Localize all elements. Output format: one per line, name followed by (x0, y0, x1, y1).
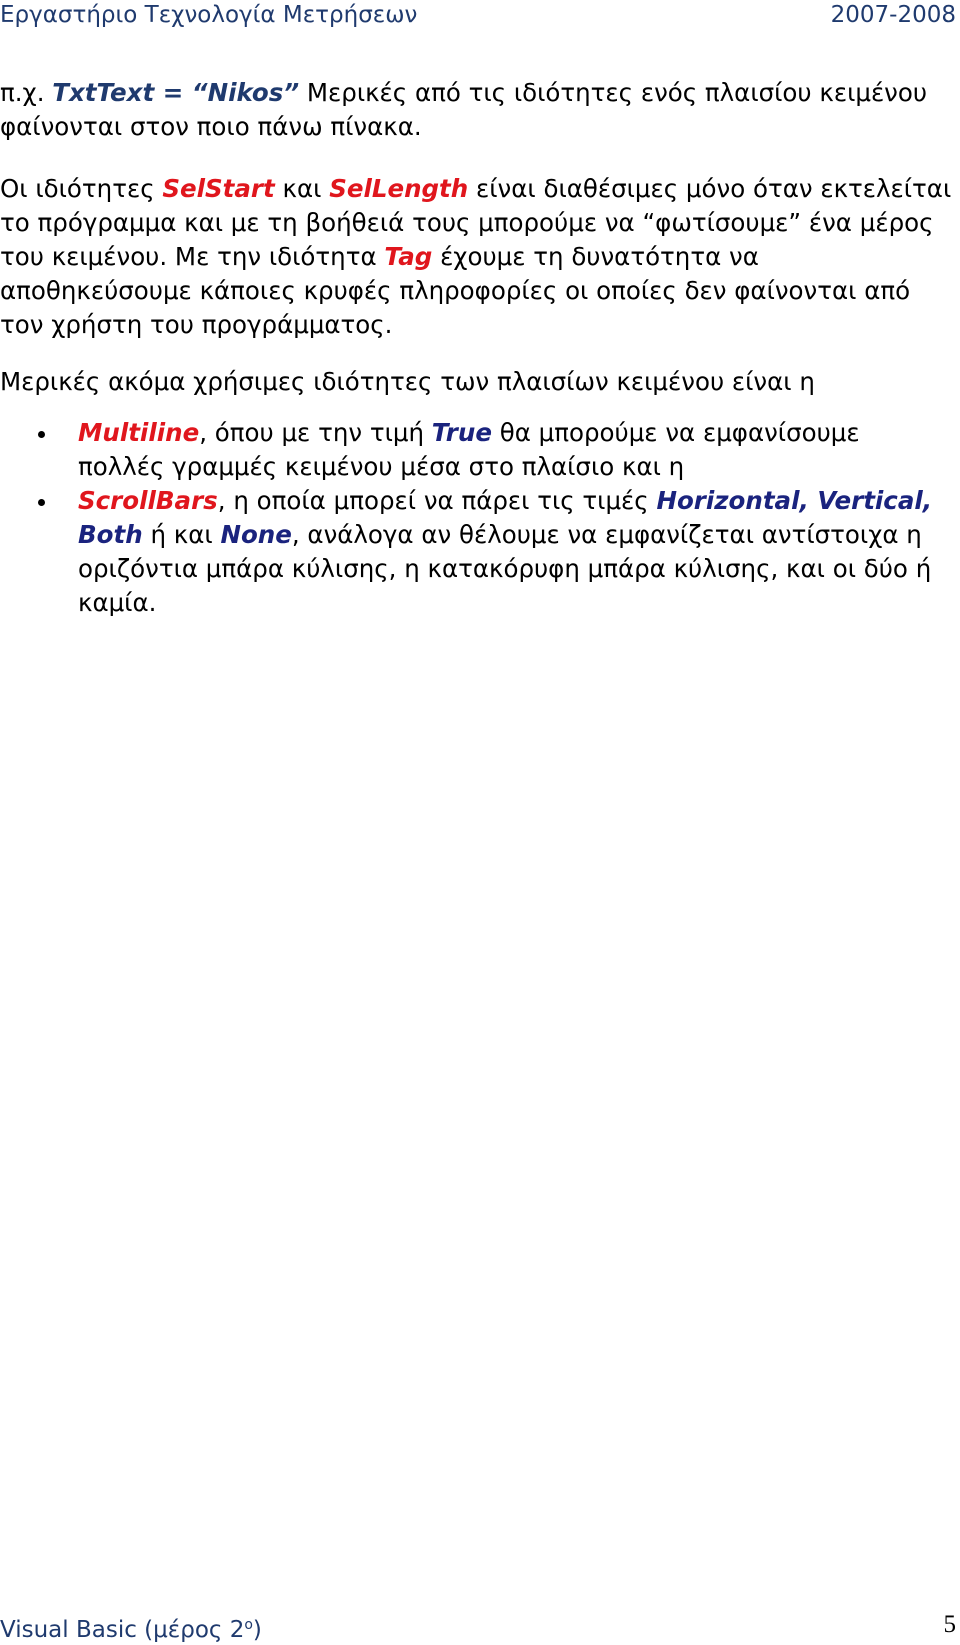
page-header (0, 0, 956, 34)
keyword-scrollbars: ScrollBars (78, 486, 218, 515)
footer-title (0, 1610, 262, 1645)
page-number: 5 (943, 1611, 956, 1638)
code-property-name: TxtText (52, 78, 155, 107)
value-vertical: Vertical (817, 486, 923, 515)
text-run: , η οποία μπορεί να πάρει τις τιμές (217, 486, 657, 515)
example-lead: π.χ. (0, 78, 53, 107)
paragraph-selection-properties (0, 172, 956, 342)
bullet-icon (38, 499, 45, 506)
paragraph-example (0, 76, 956, 144)
text-run: Οι ιδιότητες (0, 174, 163, 203)
list-item-scrollbars (0, 484, 956, 620)
footer-ordinal: ο (244, 1617, 253, 1633)
value-none: None (220, 520, 292, 549)
keyword-multiline: Multiline (78, 418, 200, 447)
header-title: Εργαστήριο Τεχνολογία Μετρήσεων (0, 2, 418, 28)
footer-title-text: Visual Basic (μέρος 2 (0, 1617, 245, 1643)
code-value: “Nikos” (191, 78, 300, 107)
text-run: και (274, 174, 330, 203)
properties-list (0, 416, 956, 620)
text-run: έχουμε τη δυνατότητα να αποθηκεύσουμε κάποιες κρυφές πληροφορίες οι οποίες δεν φαίνονται από τον χρήστη του προγράμματος. (0, 242, 911, 339)
header-year: 2007-2008 (830, 2, 956, 28)
page-footer (0, 1610, 956, 1644)
bullet-icon (38, 431, 45, 438)
code-equals: = (154, 78, 192, 107)
keyword-sellength: SelLength (329, 174, 469, 203)
text-run: είναι διαθέσιμες μόνο όταν εκτελείται το πρόγραμμα και με τη βοήθειά τους μπορούμε να “φωτίσουμε” ένα μέρος του κειμένου. Με την ιδιότητα (0, 174, 952, 271)
keyword-selstart: SelStart (162, 174, 275, 203)
value-horizontal: Horizontal (656, 486, 800, 515)
text-run: , όπου με την τιμή (199, 418, 432, 447)
text-run: ή και (142, 520, 221, 549)
footer-title-close: ) (252, 1617, 262, 1643)
value-separator: , (922, 486, 933, 515)
value-both: Both (78, 520, 143, 549)
text-run: θα μπορούμε να εμφανίσουμε πολλές γραμμές κειμένου μέσα στο πλαίσιο και η (78, 418, 860, 481)
paragraph-more-properties: Μερικές ακόμα χρήσιμες ιδιότητες των πλαισίων κειμένου είναι η (0, 367, 815, 396)
keyword-tag: Tag (384, 242, 433, 271)
page-content (0, 76, 956, 620)
value-true: True (431, 418, 492, 447)
list-item-multiline (0, 416, 956, 484)
value-separator: , (799, 486, 818, 515)
text-run: , ανάλογα αν θέλουμε να εμφανίζεται αντίστοιχα η οριζόντια μπάρα κύλισης, η κατακόρυφη μπάρα κύλισης, και οι δύο ή καμία. (78, 520, 932, 617)
example-rest: Μερικές από τις ιδιότητες ενός πλαισίου κειμένου φαίνονται στον ποιο πάνω πίνακα. (0, 78, 928, 141)
